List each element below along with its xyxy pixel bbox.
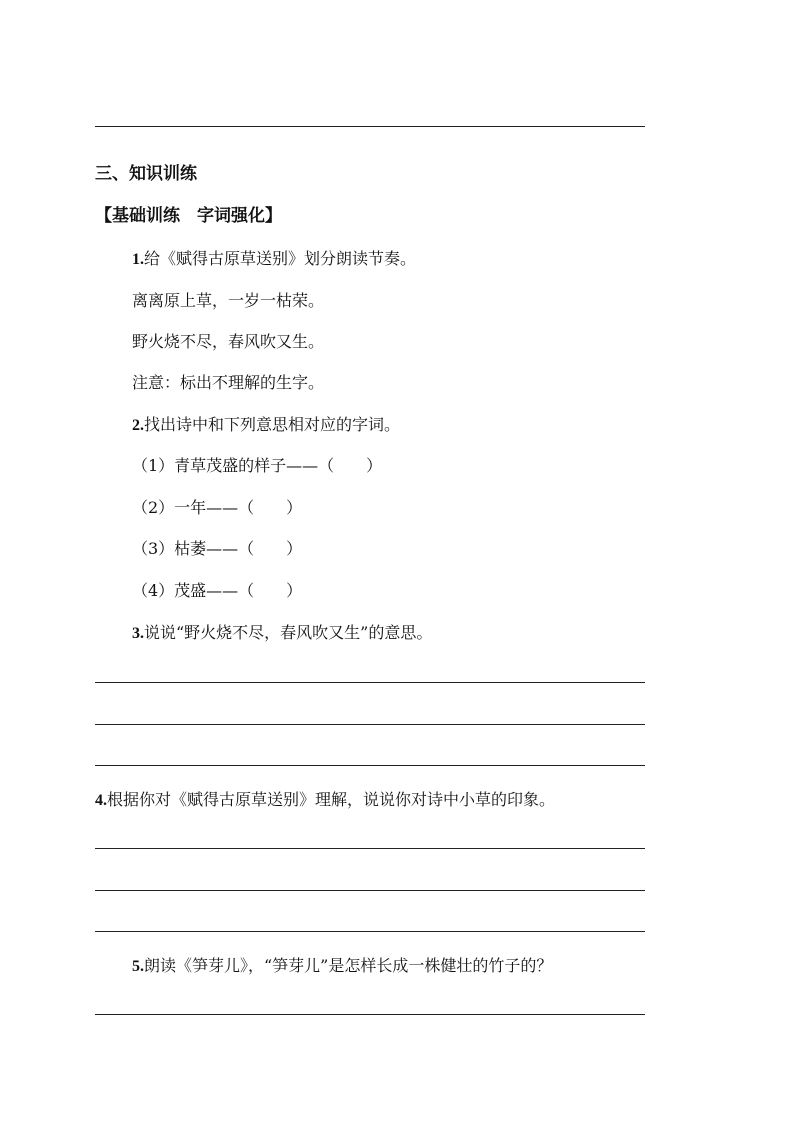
question-2-number: 2.	[132, 417, 144, 434]
question-4	[95, 790, 555, 811]
note-text: 注意：标出不理解的生字。	[132, 373, 325, 392]
question-5-text: 朗读《笋芽儿》，“笋芽儿”是怎样长成一株健壮的竹子的？	[144, 956, 553, 975]
answer-line-5a[interactable]	[95, 1014, 645, 1015]
poem-line-2: 野火烧不尽，春风吹又生。	[132, 332, 325, 351]
question-3	[132, 623, 432, 644]
answer-line-4a[interactable]	[95, 848, 645, 849]
answer-line-3b[interactable]	[95, 724, 645, 725]
answer-line-3a[interactable]	[95, 682, 645, 683]
section-subtitle: 【基础训练 字词强化】	[95, 206, 282, 226]
question-2-item-4: （4）茂盛——（ ）	[132, 581, 303, 600]
question-2-item-2: （2）一年——（ ）	[132, 498, 303, 517]
question-2-text: 找出诗中和下列意思相对应的字词。	[144, 415, 401, 434]
question-1-text: 给《赋得古原草送别》划分朗读节奏。	[144, 249, 417, 268]
question-4-number: 4.	[95, 792, 107, 809]
poem-line-1: 离离原上草，一岁一枯荣。	[132, 291, 325, 310]
answer-line-4c[interactable]	[95, 931, 645, 932]
question-4-text: 根据你对《赋得古原草送别》理解，说说你对诗中小草的印象。	[107, 790, 556, 809]
question-2	[132, 415, 400, 436]
question-1	[132, 249, 416, 270]
question-5-number: 5.	[132, 958, 144, 975]
question-3-text: 说说“野火烧不尽，春风吹又生”的意思。	[144, 623, 433, 642]
answer-line-3c[interactable]	[95, 765, 645, 766]
question-3-number: 3.	[132, 625, 144, 642]
question-5	[132, 956, 552, 977]
question-1-number: 1.	[132, 251, 144, 268]
top-rule	[95, 126, 645, 127]
section-title: 三、知识训练	[95, 164, 197, 184]
question-2-item-3: （3）枯萎——（ ）	[132, 539, 303, 558]
answer-line-4b[interactable]	[95, 890, 645, 891]
question-2-item-1: （1）青草茂盛的样子——（ ）	[132, 456, 383, 475]
